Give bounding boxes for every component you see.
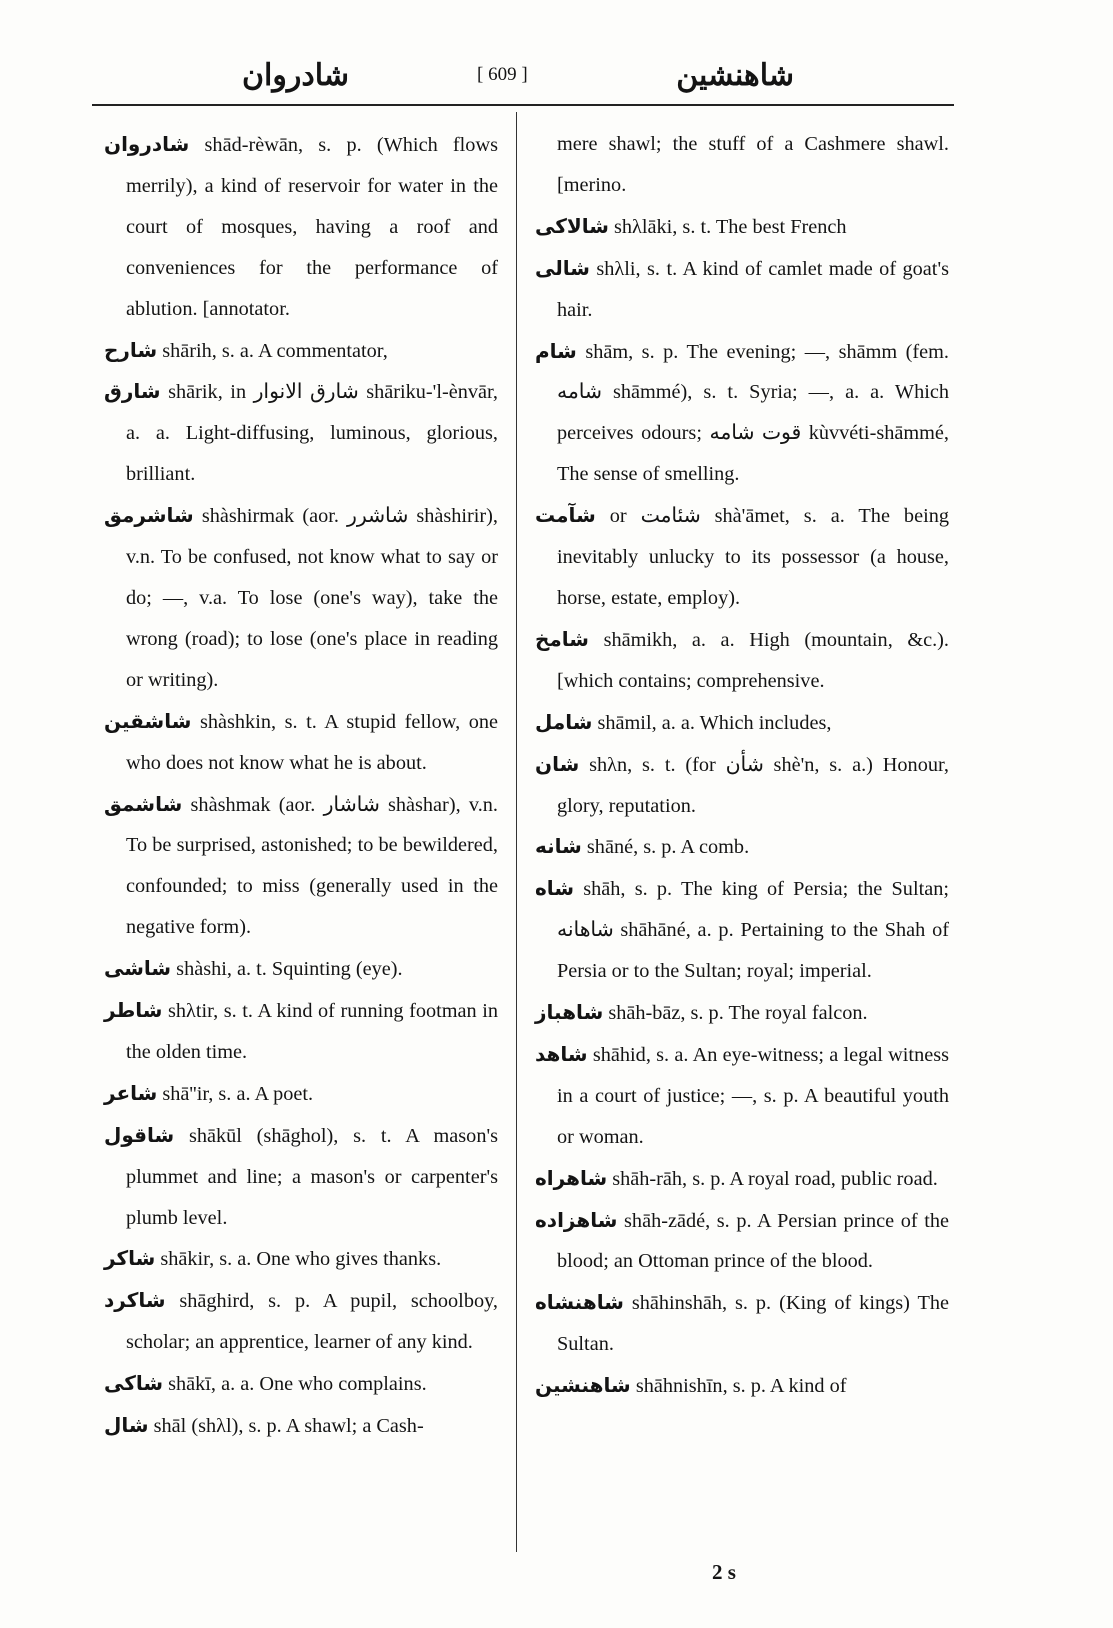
entry-text: shāh, s. p. The king of Persia; the Sultan; شاهانه shāhāné, a. p. Pertaining to the Shah of Persia or to the Sultan; royal; imperial. (557, 878, 949, 983)
entry-text: shλli, s. t. A kind of camlet made of goat's hair. (557, 257, 949, 321)
arabic-headword: شالاكى (535, 213, 609, 238)
dictionary-entry (104, 495, 498, 701)
entry-text: shλn, s. t. (for شأن shè'n, s. a.) Honour, glory, reputation. (557, 753, 949, 817)
arabic-headword: شام (535, 338, 577, 363)
dictionary-entry (535, 619, 949, 702)
dictionary-entry (104, 784, 498, 949)
dictionary-entry (535, 248, 949, 331)
arabic-headword: شاقول (104, 1122, 175, 1147)
entry-text: shāhnishīn, s. p. A kind of (635, 1375, 847, 1398)
dictionary-entry (104, 1115, 498, 1239)
entry-text: shàshmak (aor. شاشار shàshar), v.n. To be surprised, astonished; to be bewildered, confounded; to miss (generally used in the negative form). (126, 793, 498, 939)
dictionary-entry (535, 702, 949, 744)
dictionary-entry (535, 206, 949, 248)
entry-text: shāné, s. p. A comb. (586, 836, 750, 859)
dictionary-entry (535, 1282, 949, 1365)
arabic-headword: شامل (535, 709, 593, 734)
header-left-word: شادروان (242, 58, 349, 93)
arabic-headword: شاكرد (104, 1288, 166, 1313)
column-divider (516, 112, 517, 1552)
dictionary-entry (535, 495, 949, 619)
dictionary-entry (535, 1158, 949, 1200)
page-header (92, 50, 954, 102)
arabic-headword: شاطر (104, 998, 163, 1023)
arabic-headword: شارح (104, 337, 158, 362)
arabic-headword: شاكر (104, 1246, 156, 1271)
dictionary-entry (535, 1365, 949, 1407)
entry-text: shākī, a. a. One who complains. (168, 1373, 427, 1396)
arabic-headword: شاهراه (535, 1165, 608, 1190)
dictionary-entry (535, 1200, 949, 1283)
arabic-headword: شاشى (104, 956, 172, 981)
entry-text: mere shawl; the stuff of a Cashmere shawl. [merino. (557, 133, 949, 196)
dictionary-entry (104, 1280, 498, 1363)
entry-text: shā''ir, s. a. A poet. (162, 1082, 314, 1105)
arabic-headword: شامخ (535, 626, 589, 651)
entry-text: shām, s. p. The evening; —, shāmm (fem. شامه shāmmé), s. t. Syria; —, a. a. Which perceives odours; قوت شامه kùvvéti-shāmmé, The sense of smelling. (557, 340, 949, 486)
right-column (535, 124, 949, 1407)
header-rule (92, 104, 954, 106)
arabic-headword: شاهد (535, 1041, 588, 1066)
dictionary-entry (104, 124, 498, 330)
left-column (104, 124, 498, 1447)
entry-text: shārik, in شارق الانوار shāriku-'l-ènvār, a. a. Light-diffusing, luminous, glorious, brilliant. (126, 381, 498, 486)
dictionary-entry (104, 1363, 498, 1405)
dictionary-entry (535, 744, 949, 827)
arabic-headword: شاكى (104, 1371, 164, 1396)
dictionary-entry (104, 371, 498, 495)
entry-text: shāh-zādé, s. p. A Persian prince of the blood; an Ottoman prince of the blood. (557, 1209, 949, 1273)
arabic-headword: شانه (535, 834, 582, 859)
dictionary-entry (104, 948, 498, 990)
entry-text: shāhinshāh, s. p. (King of kings) The Sultan. (557, 1292, 949, 1356)
entry-text: shākūl (shāghol), s. t. A mason's plummet and line; a mason's or carpenter's plumb level. (126, 1124, 499, 1229)
arabic-headword: شاشقين (104, 708, 192, 733)
dictionary-entry-continuation (535, 124, 949, 206)
arabic-headword: شاه (535, 876, 574, 901)
entry-text: shāghird, s. p. A pupil, schoolboy, scholar; an apprentice, learner of any kind. (126, 1290, 498, 1354)
entry-text: shāmikh, a. a. High (mountain, &c.). [which contains; comprehensive. (557, 628, 949, 692)
entry-text: shāmil, a. a. Which includes, (597, 711, 832, 734)
entry-text: shāl (shλl), s. p. A shawl; a Cash- (153, 1415, 424, 1438)
arabic-headword: شال (104, 1413, 149, 1438)
arabic-headword: شاعر (104, 1080, 158, 1105)
entry-text: shλtir, s. t. A kind of running footman in the olden time. (126, 1000, 498, 1063)
entry-text: shād-rèwān, s. p. (Which flows merrily), a kind of reservoir for water in the court of mosques, having a roof and conveniences for the performance of ablution. [annotator. (126, 134, 498, 320)
arabic-headword: شاشمق (104, 791, 183, 816)
arabic-headword: شاشرمق (104, 503, 194, 528)
entry-text: shāhid, s. a. An eye-witness; a legal witness in a court of justice; —, s. p. A beautiful youth or woman. (557, 1043, 949, 1148)
dictionary-entry (535, 1034, 949, 1158)
arabic-headword: شالى (535, 255, 590, 280)
entry-text: or شئامت shà'āmet, s. a. The being inevitably unlucky to its possessor (a house, horse, estate, employ). (557, 505, 949, 609)
arabic-headword: شان (535, 751, 580, 776)
dictionary-entry (104, 1073, 498, 1115)
arabic-headword: شارق (104, 379, 161, 404)
dictionary-entry (535, 331, 949, 496)
dictionary-entry (104, 701, 498, 784)
arabic-headword: شادروان (104, 132, 190, 156)
dictionary-entry (535, 868, 949, 992)
entry-text: shārih, s. a. A commentator, (162, 339, 388, 362)
entry-text: shāh-rāh, s. p. A royal road, public road. (612, 1167, 938, 1190)
arabic-headword: شاهنشين (535, 1373, 631, 1398)
signature-mark: 2 s (712, 1560, 736, 1584)
arabic-headword: شاهزاده (535, 1207, 618, 1232)
dictionary-entry (535, 992, 949, 1034)
entry-text: shàshirmak (aor. شاشرر shàshirir), v.n. To be confused, not know what to say or do; —, v.a. To lose (one's way), take the wrong (road); to lose (one's place in reading or writing). (126, 505, 498, 691)
dictionary-entry (535, 826, 949, 868)
entry-text: shākir, s. a. One who gives thanks. (160, 1248, 442, 1271)
dictionary-entry (104, 1238, 498, 1280)
entry-text: shàshi, a. t. Squinting (eye). (176, 958, 403, 981)
header-right-word: شاهنشين (676, 58, 794, 93)
dictionary-entry (104, 330, 498, 372)
dictionary-entry (104, 1405, 498, 1447)
entry-text: shàshkin, s. t. A stupid fellow, one who does not know what he is about. (126, 710, 498, 774)
arabic-headword: شاهباز (535, 1000, 604, 1025)
arabic-headword: شآمت (535, 503, 596, 528)
arabic-headword: شاهنشاه (535, 1290, 624, 1315)
page-number: [ 609 ] (477, 64, 528, 85)
dictionary-entry (104, 990, 498, 1073)
entry-text: shλlāki, s. t. The best French (614, 215, 847, 238)
entry-text: shāh-bāz, s. p. The royal falcon. (608, 1002, 868, 1025)
